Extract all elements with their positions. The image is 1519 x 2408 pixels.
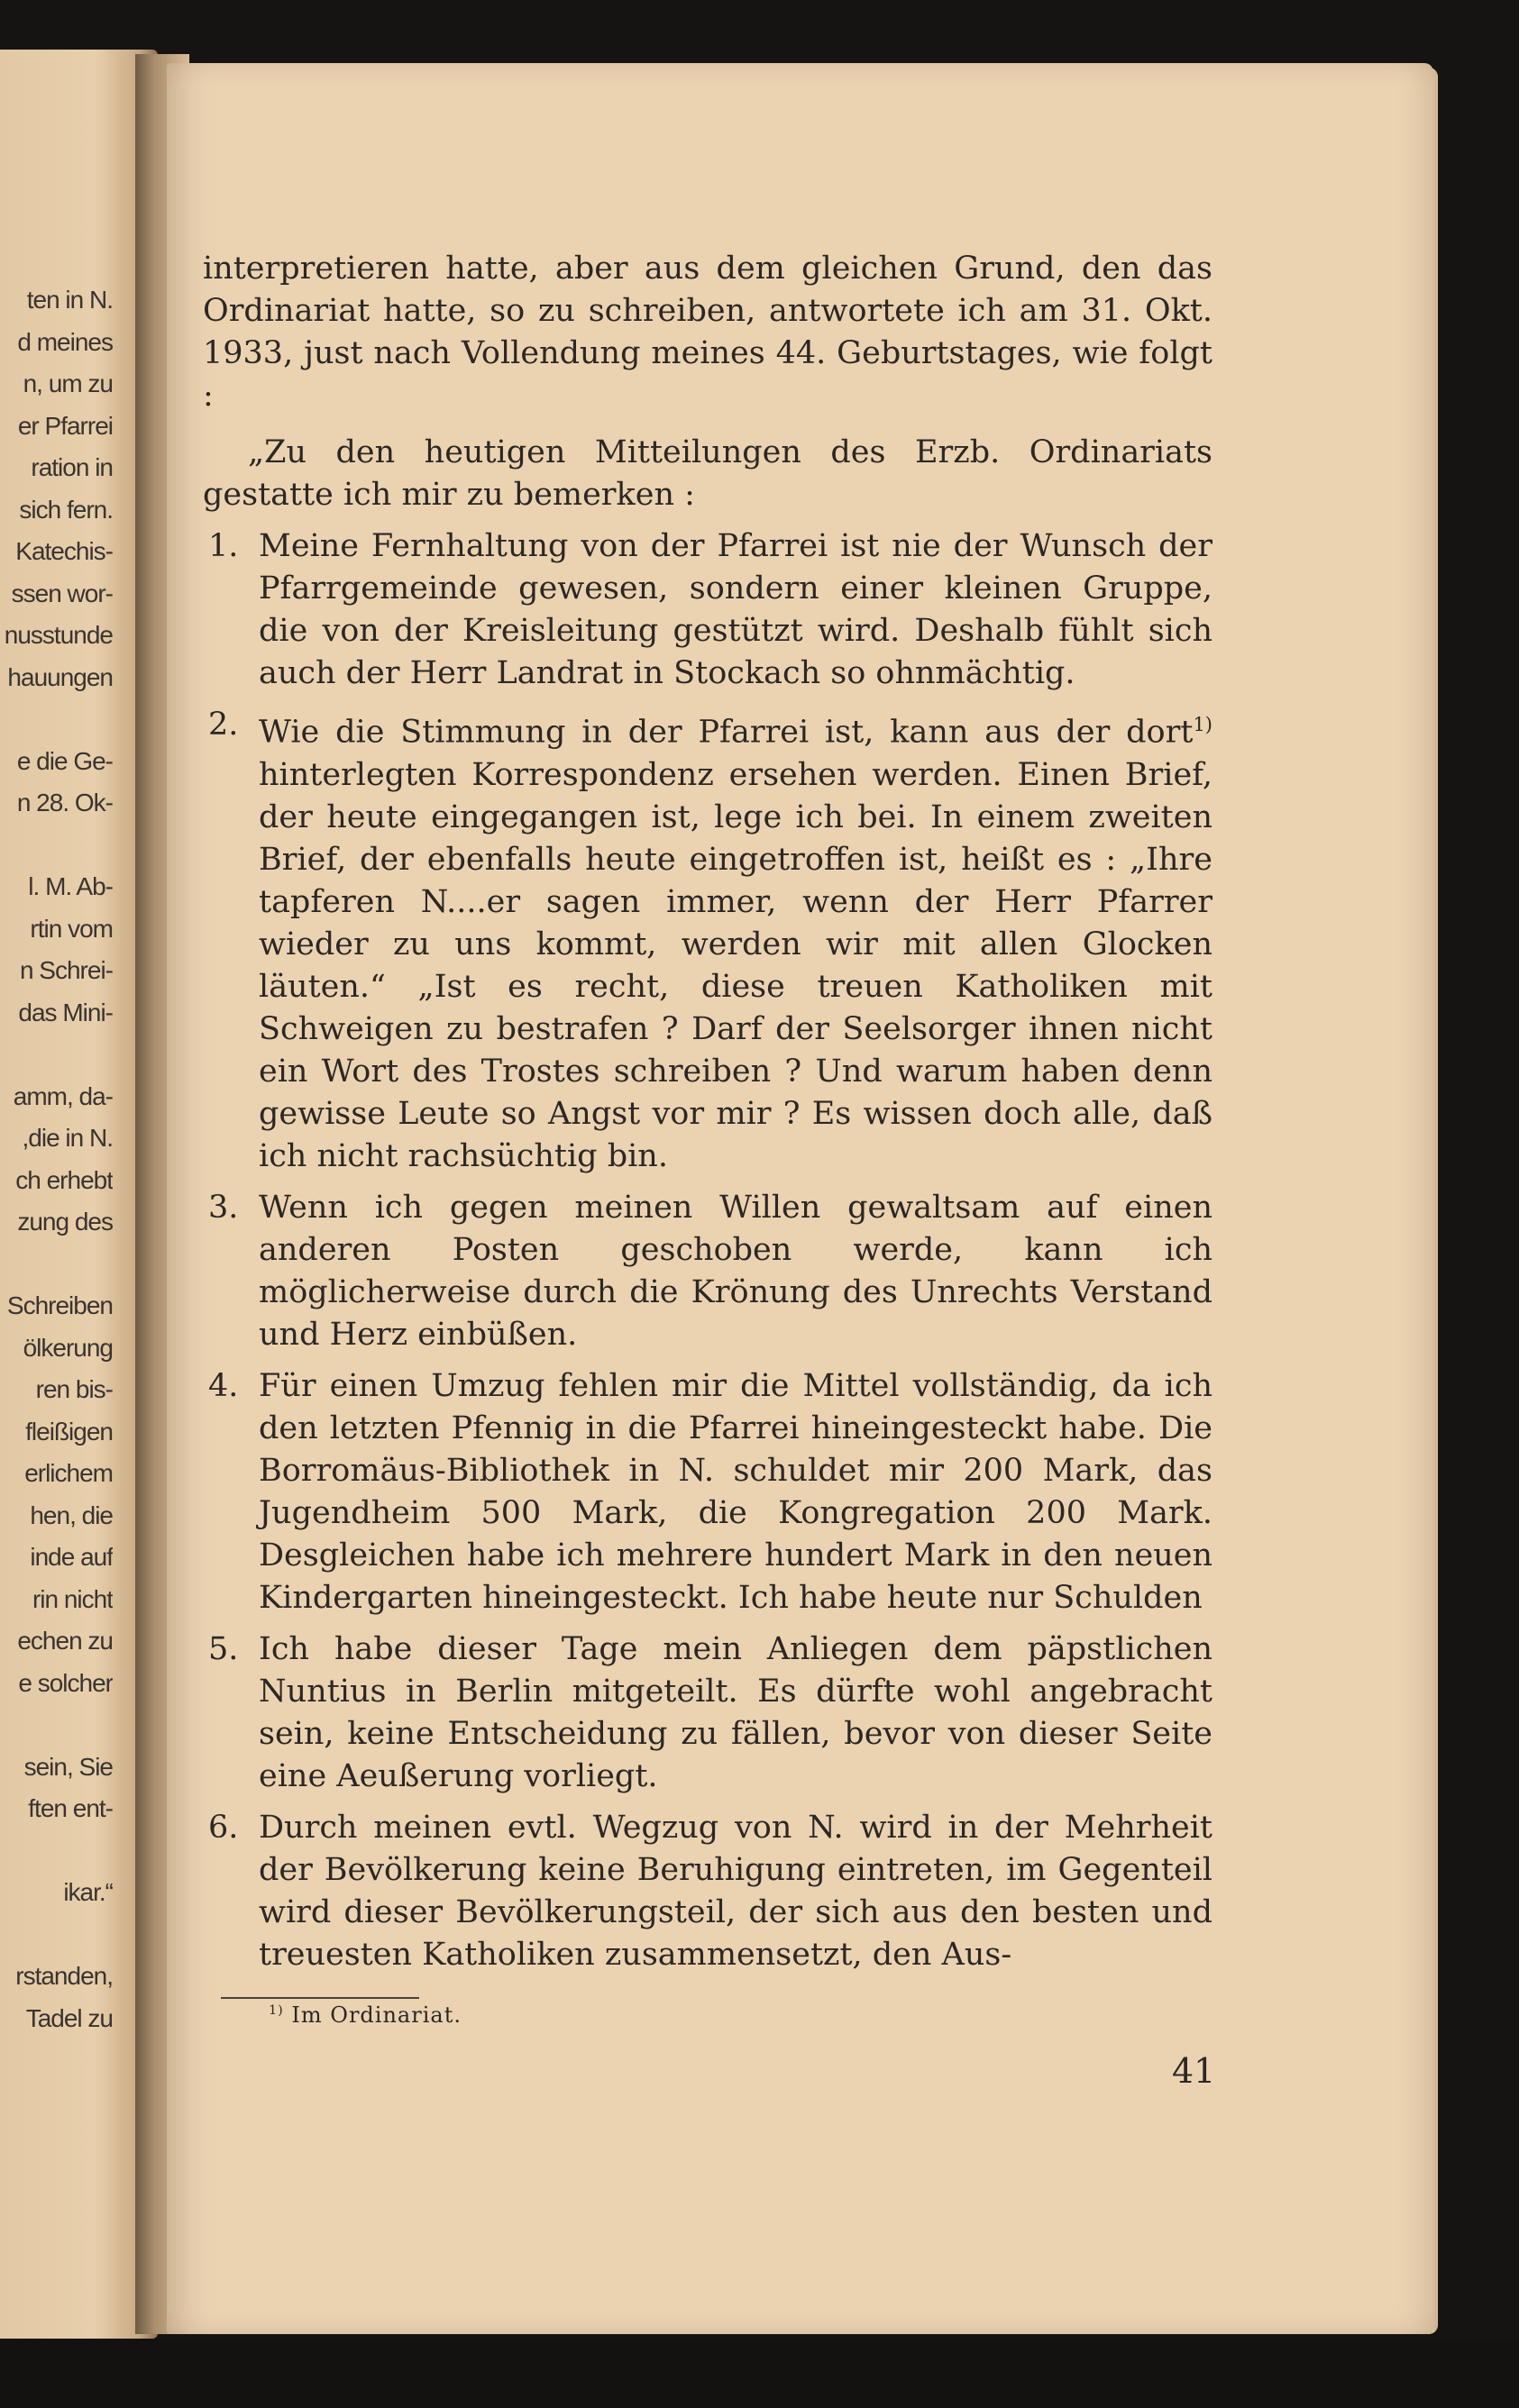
left-page-line: l. M. Ab- (28, 872, 113, 900)
left-page-line: n Schrei- (19, 956, 113, 984)
left-page-line: sein, Sie (23, 1752, 113, 1781)
item-text: Durch meinen evtl. Wegzug von N. wird in der Mehrheit der Bevölkerung keine Beruhigung eintreten, im Gegenteil wird dieser Bevölkerungsteil, der sich aus den besten und treuesten Katholiken zusammensetzt, den Aus- (259, 1809, 1212, 1973)
numbered-list (203, 525, 1212, 1976)
left-page-line: ren bis- (35, 1375, 113, 1403)
left-page-line (0, 698, 113, 741)
background-surface (0, 2339, 1519, 2408)
left-page-line: n, um zu (23, 369, 113, 397)
left-page-line: Tadel zu (25, 2003, 113, 2032)
item-text: Meine Fernhaltung von der Pfarrei ist nie der Wunsch der Pfarrgemeinde gewesen, sondern einer kleinen Gruppe, die von der Kreisleitung gestützt wird. Deshalb fühlt sich auch der Herr Landrat in Stockach so ohnmächtig. (259, 528, 1212, 691)
left-page-line: ssen wor- (11, 579, 113, 607)
left-page-line: ch erhebt (15, 1165, 113, 1194)
left-page (0, 50, 158, 2339)
page-number: 41 (1172, 2051, 1216, 2091)
left-page-line: erlichem (24, 1459, 113, 1487)
left-page-line: hen, die (30, 1500, 113, 1529)
item-text: Für einen Umzug fehlen mir die Mittel vollständig, da ich den letzten Pfennig in die Pfarrei hineingesteckt habe. Die Borromäus-Bibliothek in N. schuldet mir 200 Mark, das Jugendheim 500 Mark, die Kongregation 200 Mark. Desgleichen habe ich mehrere hundert Mark in den neuen Kindergarten hineingesteckt. Ich habe heute nur Schulden (259, 1367, 1212, 1616)
left-page-line: ten in N. (26, 286, 113, 314)
list-item (203, 1628, 1212, 1798)
item-text: Wie die Stimmung in der Pfarrei ist, kann aus der dort (259, 714, 1194, 751)
footnote-text: Im Ordinariat. (283, 2002, 462, 2028)
quote-opening: „Zu den heutigen Mitteilungen des Erzb. Ordinariats gestatte ich mir zu bemerken : (203, 434, 1212, 513)
item-text: Ich habe dieser Tage mein Anliegen dem päpstlichen Nuntius in Berlin mitgeteilt. Es dürfte wohl angebracht sein, keine Entscheidung zu fällen, bevor von dieser Seite eine Aeußerung vorliegt. (259, 1630, 1212, 1794)
list-item (203, 1187, 1212, 1356)
left-page-line: amm, da- (13, 1081, 113, 1110)
left-page-line: Katechis- (15, 537, 113, 565)
left-page-line: echen zu (17, 1627, 113, 1655)
left-page-line (0, 825, 113, 867)
list-item (203, 1807, 1212, 1976)
left-page-line: ölkerung (23, 1333, 113, 1362)
item-number: 3. (208, 1189, 239, 1226)
left-page-line: rin nicht (32, 1584, 113, 1613)
footnote-reference: 1) (1193, 714, 1212, 735)
left-page-line: ikar.“ (63, 1878, 113, 1906)
left-page-line: zung des (17, 1208, 113, 1236)
left-page-line (0, 1704, 113, 1747)
left-page-line: das Mini- (18, 998, 113, 1026)
left-page-line: fleißigen (25, 1417, 113, 1446)
item-number: 1. (208, 528, 239, 564)
left-page-line: d meines (17, 327, 113, 356)
item-number: 2. (208, 707, 239, 743)
list-item (203, 525, 1212, 695)
item-number: 5. (208, 1630, 239, 1667)
left-page-line: rtin vom (30, 914, 113, 943)
left-page-line: ,die in N. (22, 1124, 113, 1152)
left-page-line: Schreiben (6, 1291, 113, 1319)
item-text: Wenn ich gegen meinen Willen gewaltsam auf einen anderen Posten geschoben werde, kann ich möglicherweise durch die Krönung des Unrechts Verstand und Herz einbüßen. (259, 1189, 1212, 1353)
left-page-text (0, 279, 113, 2039)
left-page-line: er Pfarrei (17, 411, 113, 440)
left-page-line: hauungen (7, 662, 113, 691)
left-page-line: e solcher (18, 1668, 113, 1697)
left-page-line: nusstunde (4, 621, 113, 649)
footnote-rule (221, 1997, 419, 1999)
footnote-marker: 1) (269, 2003, 284, 2018)
left-page-line: inde auf (30, 1543, 113, 1571)
left-page-line (0, 1830, 113, 1873)
intro-paragraph: interpretieren hatte, aber aus dem gleichen Grund, den das Ordinariat hatte, so zu schreiben, antwortete ich am 31. Okt. 1933, just nach Vollendung meines 44. Geburtstages, wie folgt : (203, 251, 1212, 414)
footnote (269, 2002, 462, 2028)
left-page-line: e die Ge- (16, 746, 113, 775)
left-page-line (0, 1244, 113, 1286)
list-item (203, 704, 1212, 1178)
left-page-line: n 28. Ok- (16, 789, 113, 816)
list-item (203, 1365, 1212, 1619)
item-number: 6. (208, 1809, 239, 1846)
left-page-line (0, 1034, 113, 1076)
left-page-line (0, 1914, 113, 1957)
left-page-line: ration in (31, 453, 113, 481)
item-text-continued: hinterlegten Korrespondenz ersehen werden. Einen Brief, der heute eingegangen ist, lege ich bei. In einem zweiten Brief, der ebenfalls heute eingetroffen ist, heißt es : „Ihre tapferen N....er sagen immer, wenn der Herr Pfarrer wieder zu uns kommt, werden wir mit allen Glocken läuten.“ „Ist es recht, diese treuen Katholiken mit Schweigen zu bestrafen ? Darf der Seelsorger ihnen nicht ein Wort des Trostes schreiben ? Und warum haben denn gewisse Leute so Angst vor mir ? Es wissen doch alle, daß ich nicht rachsüchtig bin. (259, 756, 1212, 1174)
left-page-line: ften ent- (28, 1794, 113, 1822)
left-page-line: rstanden, (15, 1962, 113, 1990)
page-body (203, 248, 1212, 1985)
item-number: 4. (208, 1367, 239, 1404)
left-page-line: sich fern. (19, 495, 113, 524)
